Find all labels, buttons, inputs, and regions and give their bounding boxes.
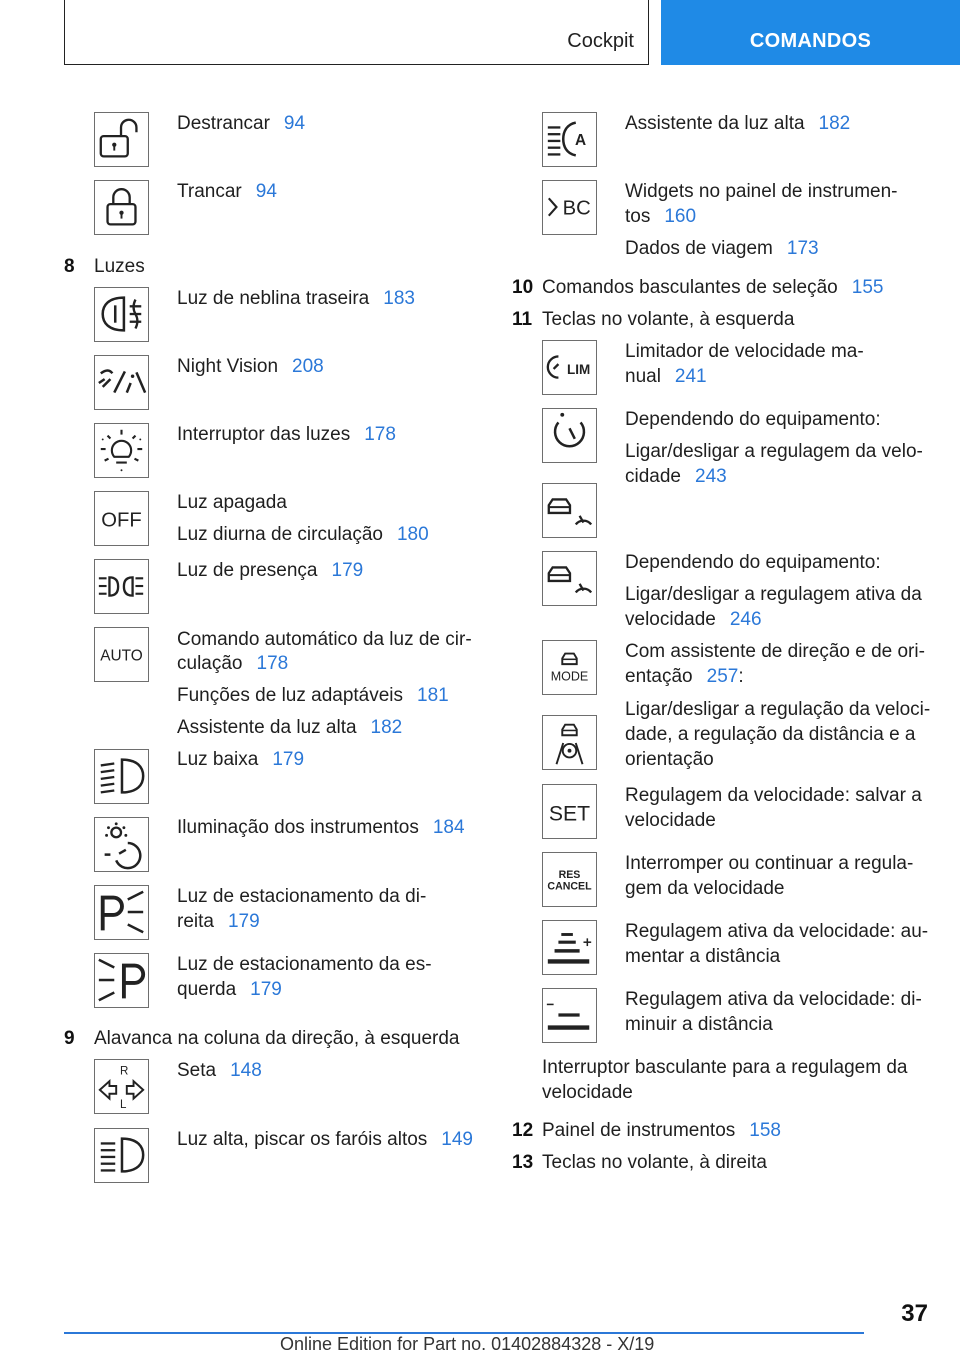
rear-fog-ref[interactable]: 183 bbox=[383, 288, 415, 309]
item-11-label: Teclas no volante, à esquerda bbox=[542, 309, 795, 330]
mode-ref[interactable]: 257 bbox=[706, 666, 739, 687]
high-beam-assist-a-text: A bbox=[575, 131, 587, 149]
low-beam-label bbox=[177, 747, 304, 772]
light-switch-label bbox=[177, 422, 396, 447]
drive-mode-icon bbox=[542, 640, 597, 695]
lim-icon-text: LIM bbox=[567, 361, 591, 377]
light-switch-icon bbox=[94, 423, 149, 478]
item-9-number: 9 bbox=[64, 1028, 75, 1049]
park-left-line2 bbox=[177, 977, 282, 1002]
trip-data-text: Dados de viagem bbox=[625, 238, 773, 259]
night-vision-ref[interactable]: 208 bbox=[292, 356, 324, 377]
speed-limiter-line2 bbox=[625, 364, 707, 389]
driving-assistant-icon bbox=[542, 715, 597, 770]
off-icon bbox=[94, 491, 149, 546]
res-icon-text: RES bbox=[558, 869, 581, 882]
auto-light-icon bbox=[94, 627, 149, 682]
turn-signal-l-text: L bbox=[120, 1099, 127, 1112]
cruise-ref[interactable]: 243 bbox=[695, 466, 727, 487]
turn-signal-ref[interactable]: 148 bbox=[230, 1060, 262, 1081]
dist-plus-line1: Regulagem ativa da velocidade: au- bbox=[625, 921, 929, 942]
park-right-line1: Luz de estacionamento da di- bbox=[177, 886, 427, 907]
acc-line1: Dependendo do equipamento: bbox=[625, 552, 881, 573]
dist-minus-line2: minuir a distância bbox=[625, 1014, 773, 1035]
light-switch-ref[interactable]: 178 bbox=[364, 424, 396, 445]
drl-text: Luz diurna de circulação bbox=[177, 524, 383, 545]
rear-fog-label bbox=[177, 286, 415, 311]
rear-fog-text: Luz de neblina traseira bbox=[177, 288, 370, 309]
unlock-text: Destrancar bbox=[177, 113, 270, 134]
item-11-number: 11 bbox=[512, 309, 533, 330]
high-beam-assist-ref[interactable]: 182 bbox=[818, 113, 851, 134]
cruise-control-icon bbox=[542, 408, 597, 463]
assist-line3: orientação bbox=[625, 749, 714, 770]
adaptive-light-text: Funções de luz adaptáveis bbox=[177, 685, 404, 706]
item-10-number: 10 bbox=[512, 277, 534, 298]
auto-icon-text: AUTO bbox=[100, 647, 143, 665]
speed-limiter-ref[interactable]: 241 bbox=[674, 366, 707, 387]
unlock-icon bbox=[94, 112, 149, 167]
parking-light-left-icon bbox=[94, 953, 149, 1008]
high-beam-ref[interactable]: 149 bbox=[441, 1129, 473, 1150]
night-vision-label bbox=[177, 354, 324, 379]
high-beam-assist-ref-left[interactable]: 182 bbox=[370, 717, 403, 738]
instrument-lighting-text: Iluminação dos instrumentos bbox=[177, 817, 419, 838]
speed-limiter-line1: Limitador de velocidade ma- bbox=[625, 341, 864, 362]
speed-limiter-icon bbox=[542, 340, 597, 395]
parking-light-icon bbox=[94, 559, 149, 614]
lock-ref[interactable]: 94 bbox=[255, 181, 277, 202]
item-13-label: Teclas no volante, à direita bbox=[542, 1152, 767, 1173]
high-beam-text: Luz alta, piscar os faróis altos bbox=[177, 1129, 428, 1150]
high-beam-assist-label-left bbox=[177, 715, 402, 740]
header-chapter-title: COMANDOS bbox=[749, 30, 872, 52]
parking-light-ref[interactable]: 179 bbox=[331, 560, 364, 581]
header-chapter-tab[interactable] bbox=[661, 0, 960, 65]
drl-ref[interactable]: 180 bbox=[396, 524, 429, 545]
item-12-text: Painel de instrumentos bbox=[542, 1120, 736, 1141]
turn-signal-text: Seta bbox=[177, 1060, 217, 1081]
acc-line3 bbox=[625, 607, 762, 632]
rocker-line1: Interruptor basculante para a regulagem da bbox=[542, 1057, 908, 1078]
off-icon-text: OFF bbox=[101, 509, 142, 532]
night-vision-text: Night Vision bbox=[177, 356, 279, 377]
widgets-ref[interactable]: 160 bbox=[664, 206, 697, 227]
speed-limiter-text: nual bbox=[625, 366, 661, 387]
assist-line2: dade, a regulação da distância e a bbox=[625, 724, 916, 745]
high-beam-label bbox=[177, 1127, 473, 1152]
item-8-number: 8 bbox=[64, 256, 75, 277]
header-section-box bbox=[64, 0, 649, 65]
bc-icon-text: BC bbox=[562, 197, 591, 220]
parking-light-text: Luz de presença bbox=[177, 560, 318, 581]
header-section-title: Cockpit bbox=[567, 30, 634, 52]
parking-light-label bbox=[177, 558, 363, 583]
light-off-label: Luz apagada bbox=[177, 492, 287, 513]
auto-light-line1: Comando automático da luz de cir- bbox=[177, 629, 472, 650]
item-9-label: Alavanca na coluna da direção, à esquerda bbox=[94, 1028, 460, 1049]
item-10-ref[interactable]: 155 bbox=[851, 277, 884, 298]
instrument-lighting-label bbox=[177, 815, 465, 840]
cruise-text: cidade bbox=[625, 466, 681, 487]
acc-line2: Ligar/desligar a regulagem ativa da bbox=[625, 584, 922, 605]
item-8-label: Luzes bbox=[94, 256, 145, 277]
high-beam-assist-label bbox=[625, 111, 850, 136]
distance-increase-icon bbox=[542, 920, 597, 975]
cruise-line3 bbox=[625, 464, 727, 489]
item-12-ref[interactable]: 158 bbox=[749, 1120, 781, 1141]
low-beam-ref[interactable]: 179 bbox=[272, 749, 305, 770]
active-cruise-icon bbox=[542, 551, 597, 606]
item-12-label bbox=[542, 1118, 781, 1143]
trip-data-label bbox=[625, 236, 819, 261]
cruise-line2: Ligar/desligar a regulagem da velo- bbox=[625, 441, 923, 462]
mode-line2 bbox=[625, 664, 744, 689]
park-left-text: querda bbox=[177, 979, 237, 1000]
night-vision-icon bbox=[94, 355, 149, 410]
item-10-label bbox=[542, 275, 883, 300]
park-left-line1: Luz de estacionamento da es- bbox=[177, 954, 432, 975]
mode-suffix: : bbox=[738, 666, 744, 687]
mode-line1: Com assistente de direção e de ori- bbox=[625, 641, 925, 662]
lock-text: Trancar bbox=[177, 181, 242, 202]
drl-label bbox=[177, 522, 429, 547]
park-right-text: reita bbox=[177, 911, 214, 932]
high-beam-assist-text-left: Assistente da luz alta bbox=[177, 717, 357, 738]
set-icon bbox=[542, 784, 597, 839]
park-right-ref[interactable]: 179 bbox=[227, 911, 260, 932]
adaptive-light-label bbox=[177, 683, 449, 708]
acc-ref[interactable]: 246 bbox=[729, 609, 762, 630]
bc-icon bbox=[542, 180, 597, 235]
distance-decrease-icon bbox=[542, 988, 597, 1043]
assist-line1: Ligar/desligar a regulação da veloci- bbox=[625, 699, 931, 720]
instrument-lighting-ref[interactable]: 184 bbox=[432, 817, 465, 838]
parking-light-right-icon bbox=[94, 885, 149, 940]
footer-edition: Online Edition for Part no. 01402884328 - X/19 bbox=[280, 1334, 655, 1354]
res-line2: gem da velocidade bbox=[625, 878, 785, 899]
cancel-icon-text: CANCEL bbox=[547, 880, 592, 893]
park-left-ref[interactable]: 179 bbox=[250, 979, 282, 1000]
auto-light-line2 bbox=[177, 651, 288, 676]
dist-plus-line2: mentar a distância bbox=[625, 946, 781, 967]
mode-text: entação bbox=[625, 666, 693, 687]
mode-icon-text: MODE bbox=[550, 669, 589, 684]
res-cancel-icon bbox=[542, 852, 597, 907]
widgets-line1: Widgets no painel de instrumen- bbox=[625, 181, 898, 202]
item-10-text: Comandos basculantes de seleção bbox=[542, 277, 838, 298]
item-13-number: 13 bbox=[512, 1152, 534, 1173]
lock-icon bbox=[94, 180, 149, 235]
auto-light-text: culação bbox=[177, 653, 243, 674]
item-12-number: 12 bbox=[512, 1120, 534, 1141]
turn-signal-label bbox=[177, 1058, 262, 1083]
widgets-line2 bbox=[625, 204, 696, 229]
light-switch-text: Interruptor das luzes bbox=[177, 424, 351, 445]
instrument-lighting-icon bbox=[94, 817, 149, 872]
set-line2: velocidade bbox=[625, 810, 716, 831]
acc-text: velocidade bbox=[625, 609, 716, 630]
park-right-line2 bbox=[177, 909, 260, 934]
high-beam-assist-text: Assistente da luz alta bbox=[625, 113, 805, 134]
trip-data-ref[interactable]: 173 bbox=[786, 238, 819, 259]
widgets-text: tos bbox=[625, 206, 651, 227]
rear-fog-light-icon bbox=[94, 287, 149, 342]
low-beam-text: Luz baixa bbox=[177, 749, 259, 770]
high-beam-icon bbox=[94, 1128, 149, 1183]
lock-label bbox=[177, 179, 277, 204]
rocker-line2: velocidade bbox=[542, 1082, 633, 1103]
car-cruise-icon bbox=[542, 483, 597, 538]
turn-signal-r-text: R bbox=[120, 1065, 129, 1078]
unlock-ref[interactable]: 94 bbox=[283, 113, 306, 134]
adaptive-light-ref[interactable]: 181 bbox=[417, 685, 449, 706]
page-number: 37 bbox=[901, 1300, 928, 1327]
res-line1: Interromper ou continuar a regula- bbox=[625, 853, 914, 874]
set-line1: Regulagem da velocidade: salvar a bbox=[625, 785, 922, 806]
dist-minus-line1: Regulagem ativa da velocidade: di- bbox=[625, 989, 922, 1010]
turn-signal-icon bbox=[94, 1059, 149, 1114]
set-icon-text: SET bbox=[548, 802, 591, 826]
unlock-label bbox=[177, 111, 305, 136]
high-beam-assist-icon bbox=[542, 112, 597, 167]
low-beam-icon bbox=[94, 749, 149, 804]
cruise-line1: Dependendo do equipamento: bbox=[625, 409, 881, 430]
auto-light-ref[interactable]: 178 bbox=[256, 653, 289, 674]
